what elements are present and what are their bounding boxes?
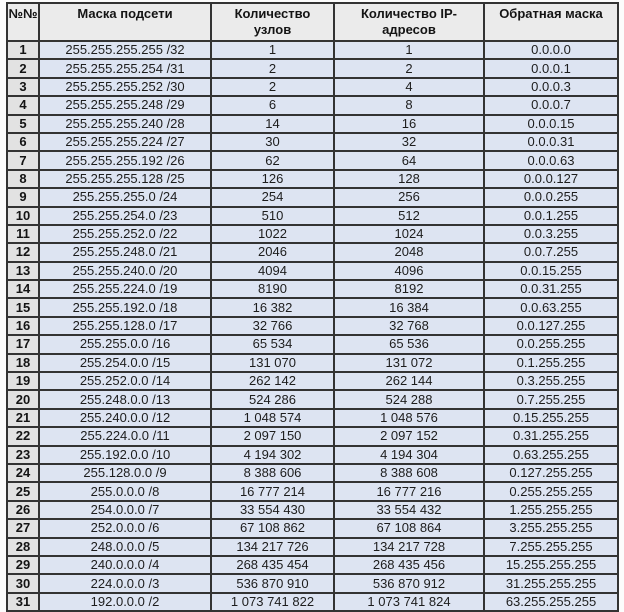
cell-subnet-mask: 255.255.255.248 /29 <box>39 96 211 114</box>
cell-ip-count: 32 768 <box>334 317 484 335</box>
subnet-mask-table <box>6 2 619 612</box>
cell-subnet-mask: 255.255.255.254 /31 <box>39 59 211 77</box>
cell-host-count: 16 777 214 <box>211 482 334 500</box>
cell-ip-count: 65 536 <box>334 335 484 353</box>
cell-host-count: 6 <box>211 96 334 114</box>
cell-subnet-mask: 255.255.255.192 /26 <box>39 151 211 169</box>
cell-subnet-mask: 255.224.0.0 /11 <box>39 427 211 445</box>
cell-number: 24 <box>7 464 39 482</box>
cell-wildcard-mask: 0.1.255.255 <box>484 354 618 372</box>
cell-number: 9 <box>7 188 39 206</box>
cell-host-count: 510 <box>211 207 334 225</box>
cell-wildcard-mask: 0.0.0.3 <box>484 78 618 96</box>
cell-host-count: 16 382 <box>211 298 334 316</box>
table-row <box>7 133 618 151</box>
cell-number: 8 <box>7 170 39 188</box>
table-row <box>7 464 618 482</box>
column-header-hosts-line: узлов <box>253 22 292 37</box>
cell-wildcard-mask: 0.0.63.255 <box>484 298 618 316</box>
cell-wildcard-mask: 0.0.0.0 <box>484 41 618 59</box>
cell-wildcard-mask: 7.255.255.255 <box>484 538 618 556</box>
table-row <box>7 280 618 298</box>
cell-ip-count: 256 <box>334 188 484 206</box>
cell-host-count: 33 554 430 <box>211 501 334 519</box>
table-row <box>7 390 618 408</box>
cell-ip-count: 8 <box>334 96 484 114</box>
cell-subnet-mask: 192.0.0.0 /2 <box>39 593 211 611</box>
cell-wildcard-mask: 0.31.255.255 <box>484 427 618 445</box>
cell-host-count: 1 048 574 <box>211 409 334 427</box>
cell-host-count: 2 097 150 <box>211 427 334 445</box>
cell-host-count: 32 766 <box>211 317 334 335</box>
table-row <box>7 519 618 537</box>
cell-subnet-mask: 255.255.192.0 /18 <box>39 298 211 316</box>
cell-subnet-mask: 255.255.255.128 /25 <box>39 170 211 188</box>
table-row <box>7 593 618 611</box>
cell-ip-count: 2 097 152 <box>334 427 484 445</box>
cell-wildcard-mask: 0.0.1.255 <box>484 207 618 225</box>
table-row <box>7 556 618 574</box>
cell-wildcard-mask: 0.7.255.255 <box>484 390 618 408</box>
column-header-hosts-line: Количество <box>234 6 311 21</box>
cell-number: 14 <box>7 280 39 298</box>
cell-number: 7 <box>7 151 39 169</box>
cell-number: 6 <box>7 133 39 151</box>
table-row <box>7 170 618 188</box>
table-row <box>7 188 618 206</box>
cell-number: 10 <box>7 207 39 225</box>
cell-subnet-mask: 255.255.248.0 /21 <box>39 243 211 261</box>
cell-ip-count: 262 144 <box>334 372 484 390</box>
cell-host-count: 4094 <box>211 262 334 280</box>
table-body <box>7 41 618 611</box>
cell-number: 12 <box>7 243 39 261</box>
cell-subnet-mask: 255.0.0.0 /8 <box>39 482 211 500</box>
table-row <box>7 59 618 77</box>
column-header-ips-line: Количество IP- <box>361 6 457 21</box>
cell-ip-count: 512 <box>334 207 484 225</box>
cell-subnet-mask: 255.255.252.0 /22 <box>39 225 211 243</box>
column-header-mask-line: Маска подсети <box>77 6 173 21</box>
cell-ip-count: 64 <box>334 151 484 169</box>
cell-wildcard-mask: 0.15.255.255 <box>484 409 618 427</box>
cell-number: 31 <box>7 593 39 611</box>
cell-ip-count: 128 <box>334 170 484 188</box>
cell-wildcard-mask: 0.0.0.7 <box>484 96 618 114</box>
cell-host-count: 67 108 862 <box>211 519 334 537</box>
cell-number: 23 <box>7 446 39 464</box>
cell-ip-count: 1024 <box>334 225 484 243</box>
cell-number: 13 <box>7 262 39 280</box>
cell-host-count: 14 <box>211 115 334 133</box>
cell-subnet-mask: 248.0.0.0 /5 <box>39 538 211 556</box>
table-row <box>7 317 618 335</box>
cell-number: 19 <box>7 372 39 390</box>
table-row <box>7 427 618 445</box>
cell-host-count: 2046 <box>211 243 334 261</box>
cell-host-count: 8190 <box>211 280 334 298</box>
cell-host-count: 2 <box>211 78 334 96</box>
table-row <box>7 538 618 556</box>
cell-ip-count: 33 554 432 <box>334 501 484 519</box>
column-header-ips-line: адресов <box>382 22 436 37</box>
cell-ip-count: 67 108 864 <box>334 519 484 537</box>
cell-host-count: 30 <box>211 133 334 151</box>
table-row <box>7 372 618 390</box>
column-header-wildcard <box>484 3 618 41</box>
cell-wildcard-mask: 0.63.255.255 <box>484 446 618 464</box>
cell-ip-count: 268 435 456 <box>334 556 484 574</box>
cell-host-count: 1 073 741 822 <box>211 593 334 611</box>
cell-ip-count: 524 288 <box>334 390 484 408</box>
cell-subnet-mask: 255.248.0.0 /13 <box>39 390 211 408</box>
cell-host-count: 2 <box>211 59 334 77</box>
cell-subnet-mask: 255.255.254.0 /23 <box>39 207 211 225</box>
cell-ip-count: 1 048 576 <box>334 409 484 427</box>
cell-host-count: 536 870 910 <box>211 574 334 592</box>
cell-subnet-mask: 255.128.0.0 /9 <box>39 464 211 482</box>
column-header-hosts <box>211 3 334 41</box>
cell-subnet-mask: 255.255.240.0 /20 <box>39 262 211 280</box>
table-header <box>7 3 618 41</box>
cell-subnet-mask: 254.0.0.0 /7 <box>39 501 211 519</box>
cell-host-count: 4 194 302 <box>211 446 334 464</box>
cell-wildcard-mask: 31.255.255.255 <box>484 574 618 592</box>
cell-number: 17 <box>7 335 39 353</box>
cell-wildcard-mask: 63.255.255.255 <box>484 593 618 611</box>
cell-host-count: 65 534 <box>211 335 334 353</box>
table-row <box>7 574 618 592</box>
cell-wildcard-mask: 0.0.15.255 <box>484 262 618 280</box>
cell-wildcard-mask: 0.0.0.63 <box>484 151 618 169</box>
cell-ip-count: 16 384 <box>334 298 484 316</box>
cell-wildcard-mask: 0.255.255.255 <box>484 482 618 500</box>
cell-wildcard-mask: 0.0.0.15 <box>484 115 618 133</box>
cell-ip-count: 131 072 <box>334 354 484 372</box>
cell-wildcard-mask: 0.0.0.255 <box>484 188 618 206</box>
cell-host-count: 1 <box>211 41 334 59</box>
table-row <box>7 501 618 519</box>
column-header-num-line: №№ <box>8 6 38 21</box>
cell-wildcard-mask: 0.0.0.1 <box>484 59 618 77</box>
cell-subnet-mask: 255.255.255.0 /24 <box>39 188 211 206</box>
cell-number: 2 <box>7 59 39 77</box>
cell-ip-count: 4096 <box>334 262 484 280</box>
cell-ip-count: 134 217 728 <box>334 538 484 556</box>
table-row <box>7 243 618 261</box>
table-row <box>7 225 618 243</box>
table-row <box>7 262 618 280</box>
cell-wildcard-mask: 0.0.3.255 <box>484 225 618 243</box>
cell-subnet-mask: 255.255.255.240 /28 <box>39 115 211 133</box>
table-row <box>7 41 618 59</box>
cell-wildcard-mask: 0.3.255.255 <box>484 372 618 390</box>
cell-number: 28 <box>7 538 39 556</box>
cell-number: 30 <box>7 574 39 592</box>
cell-wildcard-mask: 0.0.0.31 <box>484 133 618 151</box>
cell-number: 5 <box>7 115 39 133</box>
cell-number: 11 <box>7 225 39 243</box>
cell-subnet-mask: 252.0.0.0 /6 <box>39 519 211 537</box>
cell-wildcard-mask: 0.0.255.255 <box>484 335 618 353</box>
cell-ip-count: 2048 <box>334 243 484 261</box>
cell-host-count: 262 142 <box>211 372 334 390</box>
cell-number: 22 <box>7 427 39 445</box>
cell-host-count: 1022 <box>211 225 334 243</box>
cell-wildcard-mask: 1.255.255.255 <box>484 501 618 519</box>
table-row <box>7 151 618 169</box>
cell-host-count: 524 286 <box>211 390 334 408</box>
cell-host-count: 126 <box>211 170 334 188</box>
cell-subnet-mask: 255.192.0.0 /10 <box>39 446 211 464</box>
cell-subnet-mask: 255.255.0.0 /16 <box>39 335 211 353</box>
column-header-mask <box>39 3 211 41</box>
table-row <box>7 482 618 500</box>
cell-wildcard-mask: 15.255.255.255 <box>484 556 618 574</box>
column-header-wildcard-line: Обратная маска <box>499 6 603 21</box>
cell-ip-count: 16 <box>334 115 484 133</box>
cell-subnet-mask: 255.252.0.0 /14 <box>39 372 211 390</box>
cell-subnet-mask: 255.255.255.252 /30 <box>39 78 211 96</box>
cell-host-count: 254 <box>211 188 334 206</box>
cell-subnet-mask: 224.0.0.0 /3 <box>39 574 211 592</box>
cell-number: 3 <box>7 78 39 96</box>
cell-host-count: 8 388 606 <box>211 464 334 482</box>
cell-ip-count: 8192 <box>334 280 484 298</box>
cell-subnet-mask: 255.255.128.0 /17 <box>39 317 211 335</box>
cell-host-count: 62 <box>211 151 334 169</box>
cell-wildcard-mask: 0.0.7.255 <box>484 243 618 261</box>
cell-ip-count: 1 073 741 824 <box>334 593 484 611</box>
cell-ip-count: 16 777 216 <box>334 482 484 500</box>
cell-number: 4 <box>7 96 39 114</box>
cell-subnet-mask: 255.255.224.0 /19 <box>39 280 211 298</box>
table-row <box>7 96 618 114</box>
cell-subnet-mask: 240.0.0.0 /4 <box>39 556 211 574</box>
column-header-num <box>7 3 39 41</box>
cell-ip-count: 2 <box>334 59 484 77</box>
cell-subnet-mask: 255.254.0.0 /15 <box>39 354 211 372</box>
cell-ip-count: 536 870 912 <box>334 574 484 592</box>
cell-number: 25 <box>7 482 39 500</box>
cell-wildcard-mask: 0.0.127.255 <box>484 317 618 335</box>
cell-host-count: 134 217 726 <box>211 538 334 556</box>
cell-number: 20 <box>7 390 39 408</box>
cell-ip-count: 4 194 304 <box>334 446 484 464</box>
cell-subnet-mask: 255.255.255.224 /27 <box>39 133 211 151</box>
table-row <box>7 335 618 353</box>
table-row <box>7 354 618 372</box>
cell-wildcard-mask: 0.0.31.255 <box>484 280 618 298</box>
cell-number: 16 <box>7 317 39 335</box>
cell-number: 27 <box>7 519 39 537</box>
cell-ip-count: 4 <box>334 78 484 96</box>
cell-number: 18 <box>7 354 39 372</box>
cell-number: 26 <box>7 501 39 519</box>
cell-subnet-mask: 255.255.255.255 /32 <box>39 41 211 59</box>
table-row <box>7 298 618 316</box>
cell-host-count: 131 070 <box>211 354 334 372</box>
cell-ip-count: 32 <box>334 133 484 151</box>
cell-number: 15 <box>7 298 39 316</box>
table-row <box>7 115 618 133</box>
cell-subnet-mask: 255.240.0.0 /12 <box>39 409 211 427</box>
cell-wildcard-mask: 0.0.0.127 <box>484 170 618 188</box>
column-header-ips <box>334 3 484 41</box>
table-row <box>7 78 618 96</box>
table-row <box>7 446 618 464</box>
cell-number: 21 <box>7 409 39 427</box>
cell-ip-count: 1 <box>334 41 484 59</box>
table-row <box>7 409 618 427</box>
table-row <box>7 207 618 225</box>
header-row <box>7 3 618 41</box>
cell-ip-count: 8 388 608 <box>334 464 484 482</box>
cell-wildcard-mask: 0.127.255.255 <box>484 464 618 482</box>
cell-wildcard-mask: 3.255.255.255 <box>484 519 618 537</box>
cell-host-count: 268 435 454 <box>211 556 334 574</box>
cell-number: 1 <box>7 41 39 59</box>
cell-number: 29 <box>7 556 39 574</box>
